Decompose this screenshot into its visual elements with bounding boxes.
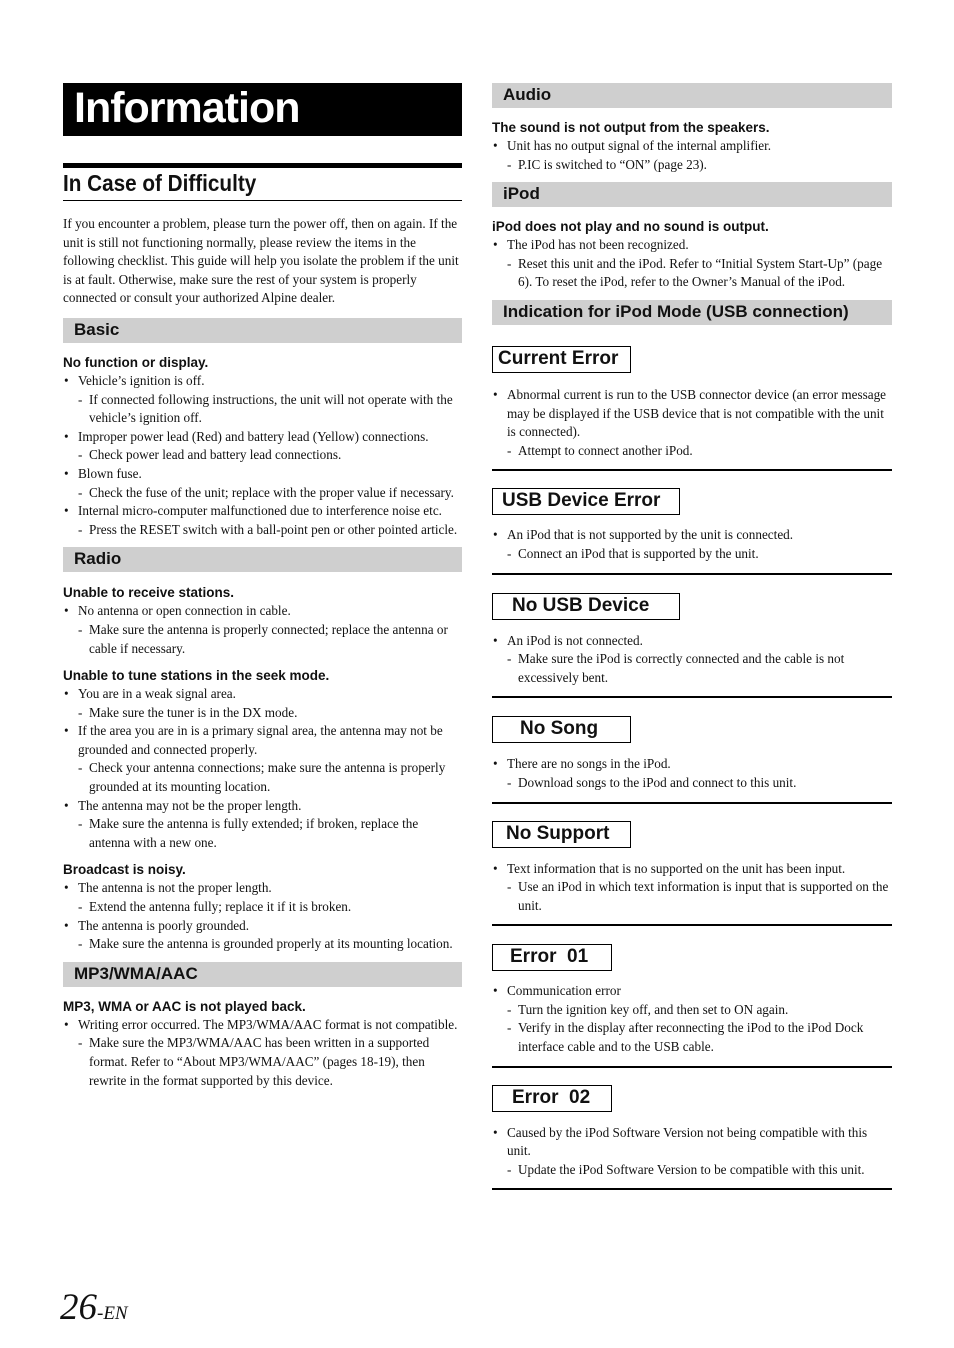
error-label-no-song: No Song <box>492 716 631 743</box>
cause-item: • Communication error <box>492 982 892 1001</box>
cause-item: • An iPod that is not supported by the unit is connected. <box>492 526 892 545</box>
problem-heading: iPod does not play and no sound is output. <box>492 219 769 235</box>
remedy-item: - Press the RESET switch with a ball-point pen or other pointed article. <box>63 521 462 540</box>
error-label-error-01: Error 01 <box>492 944 612 971</box>
cause-item: • Vehicle’s ignition is off. <box>63 372 462 391</box>
chapter-banner <box>63 83 462 136</box>
remedy-item: - Make sure the antenna is grounded properly at its mounting location. <box>63 935 462 954</box>
category-title: iPod <box>503 184 540 204</box>
cause-item: • Internal micro-computer malfunctioned due to interference noise etc. <box>63 502 462 521</box>
remedy-item: - Reset this unit and the iPod. Refer to “Initial System Start-Up” (page 6). To reset the iPod, refer to the Owner’s Manual of the iPod. <box>492 255 892 292</box>
section-header <box>63 163 462 201</box>
remedy-item: - Make sure the iPod is correctly connected and the cable is not excessively bent. <box>492 650 892 687</box>
category-radio <box>63 547 462 572</box>
cause-item: • An iPod is not connected. <box>492 632 892 651</box>
chapter-title: Information <box>74 84 300 132</box>
category-title: Basic <box>74 319 120 339</box>
remedy-item: - Connect an iPod that is supported by the unit. <box>492 545 892 564</box>
error-label-no-support: No Support <box>492 821 631 848</box>
cause-item: • No antenna or open connection in cable. <box>63 602 462 621</box>
error-label-current: Current Error <box>492 346 631 373</box>
divider <box>492 469 892 471</box>
remedy-item: - Make sure the MP3/WMA/AAC has been written in a supported format. Refer to “About MP3/WMA/AAC” (pages 18-19), then rewrite in the format supported by this device. <box>63 1034 462 1090</box>
remedy-item: - Check the fuse of the unit; replace with the proper value if necessary. <box>63 484 462 503</box>
remedy-item: - Verify in the display after reconnecting the iPod to the iPod Dock interface cable and to the USB cable. <box>492 1019 892 1056</box>
remedy-item: - Attempt to connect another iPod. <box>492 442 892 461</box>
remedy-item: - Use an iPod in which text information is input that is supported on the unit. <box>492 878 892 915</box>
divider <box>492 924 892 926</box>
category-ipod <box>492 182 892 207</box>
cause-item: • The antenna is not the proper length. <box>63 879 462 898</box>
cause-item: • Improper power lead (Red) and battery lead (Yellow) connections. <box>63 428 462 447</box>
problem-heading: Unable to receive stations. <box>63 585 235 601</box>
cause-item: • There are no songs in the iPod. <box>492 755 892 774</box>
remedy-item: - Make sure the tuner is in the DX mode. <box>63 704 462 723</box>
cause-item: • Writing error occurred. The MP3/WMA/AAC format is not compatible. <box>63 1016 462 1035</box>
remedy-item: - Make sure the antenna is fully extended; if broken, replace the antenna with a new one. <box>63 815 462 852</box>
problem-heading: Broadcast is noisy. <box>63 862 186 878</box>
problem-heading: No function or display. <box>63 354 209 370</box>
category-title: Indication for iPod Mode (USB connection) <box>503 301 849 321</box>
error-label-error-02: Error 02 <box>492 1085 612 1112</box>
cause-item: • Text information that is no supported on the unit has been input. <box>492 860 892 879</box>
category-title: Audio <box>503 85 552 104</box>
remedy-item: - Download songs to the iPod and connect to this unit. <box>492 774 892 793</box>
page-number-suffix: -EN <box>97 1303 128 1324</box>
left-column <box>63 83 462 1090</box>
page-number-value: 26 <box>60 1287 97 1328</box>
remedy-item: - Make sure the antenna is properly connected; replace the antenna or cable if necessary. <box>63 621 462 658</box>
remedy-item: - Update the iPod Software Version to be compatible with this unit. <box>492 1161 892 1180</box>
category-title: Radio <box>74 549 122 569</box>
remedy-item: - Check your antenna connections; make sure the antenna is properly grounded at its mounting location. <box>63 759 462 796</box>
error-label-no-usb: No USB Device <box>492 593 680 620</box>
cause-item: • The antenna may not be the proper length. <box>63 797 462 816</box>
section-title: In Case of Difficulty <box>63 170 257 196</box>
cause-item: • Abnormal current is run to the USB connector device (an error message may be displayed if the USB device that is not compatible with the unit is connected). <box>492 386 892 442</box>
remedy-item: - P.IC is switched to “ON” (page 23). <box>492 156 892 175</box>
remedy-item: - Extend the antenna fully; replace it if it is broken. <box>63 898 462 917</box>
remedy-item: - Turn the ignition key off, and then set to ON again. <box>492 1001 892 1020</box>
problem-heading: Unable to tune stations in the seek mode. <box>63 668 330 684</box>
error-label-usb-device: USB Device Error <box>492 488 680 515</box>
cause-item: • If the area you are in is a primary signal area, the antenna may not be grounded and connected properly. <box>63 722 462 759</box>
problem-heading: The sound is not output from the speakers. <box>492 120 770 135</box>
remedy-item: - If connected following instructions, the unit will not operate with the vehicle’s ignition off. <box>63 391 462 428</box>
remedy-item: - Check power lead and battery lead connections. <box>63 446 462 465</box>
category-basic <box>63 318 462 343</box>
cause-item: • Blown fuse. <box>63 465 462 484</box>
divider <box>492 573 892 575</box>
right-column <box>492 83 892 1190</box>
cause-item: • The iPod has not been recognized. <box>492 236 892 255</box>
cause-item: • You are in a weak signal area. <box>63 685 462 704</box>
category-audio <box>492 83 892 108</box>
divider <box>492 802 892 804</box>
intro-paragraph: If you encounter a problem, please turn the power off, then on again. If the unit is still not functioning normally, please review the items in the following checklist. This guide will help you isolate the problem if the unit is at fault. Otherwise, make sure the rest of your system is properly connected or consult your authorized Alpine dealer. <box>63 216 459 306</box>
cause-item: • Unit has no output signal of the internal amplifier. <box>492 137 892 156</box>
category-title: MP3/WMA/AAC <box>74 963 198 983</box>
category-mp3 <box>63 962 462 987</box>
category-indication <box>492 300 892 325</box>
divider <box>492 1188 892 1190</box>
cause-item: • The antenna is poorly grounded. <box>63 917 462 936</box>
divider <box>492 696 892 698</box>
cause-item: • Caused by the iPod Software Version not being compatible with this unit. <box>492 1124 892 1161</box>
problem-heading: MP3, WMA or AAC is not played back. <box>63 998 306 1014</box>
divider <box>492 1066 892 1068</box>
page-number <box>60 1286 128 1329</box>
